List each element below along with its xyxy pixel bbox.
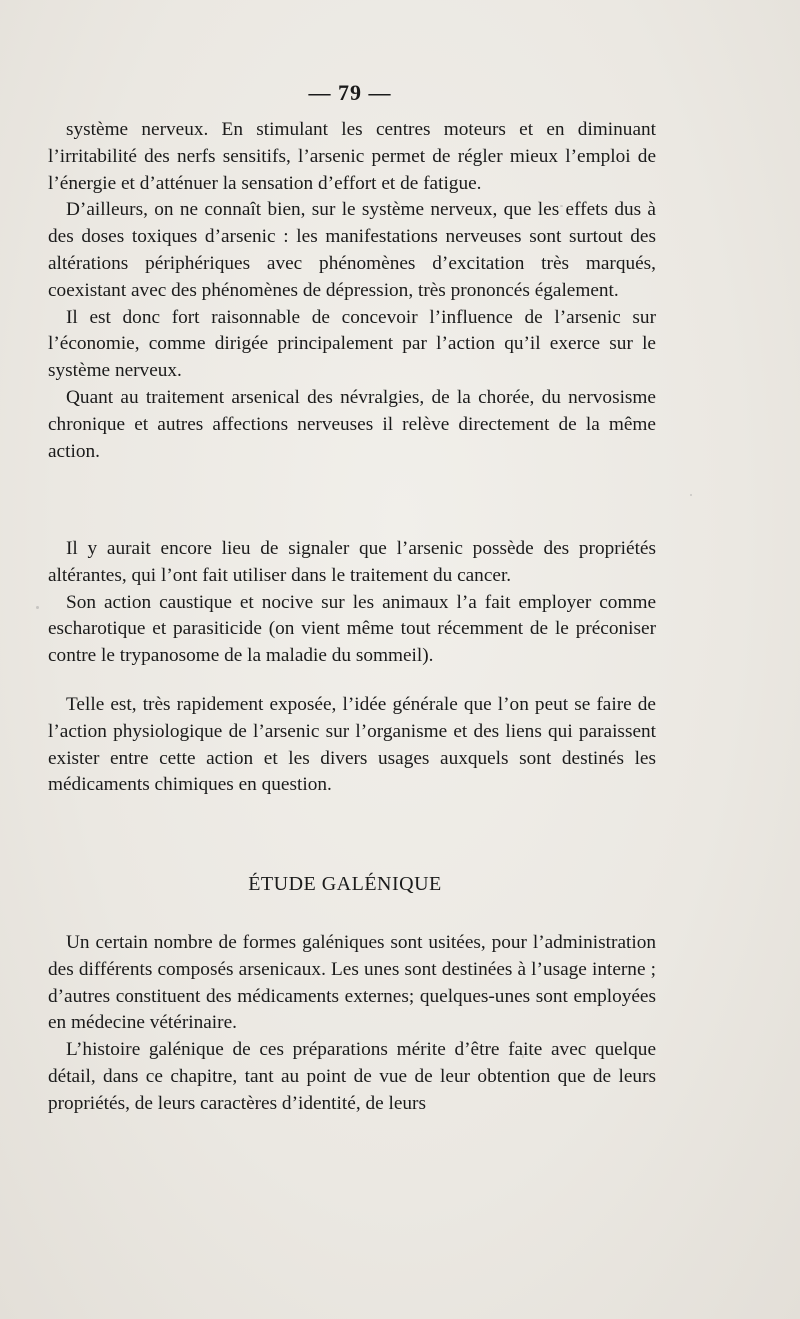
paper-speck <box>522 1055 524 1058</box>
text-block-other-uses <box>48 536 656 670</box>
text-block-summary <box>48 692 656 799</box>
paragraph: D’ailleurs, on ne connaît bien, sur le système nerveux, que les effets dus à des doses toxiques d’arsenic : les manifestations nerveuses sont surtout des altérations périphériques avec phénomènes d’excitation très marqués, coexistant avec des phénomènes de dépression, très prononcés également. <box>48 199 656 301</box>
paragraph: Son action caustique et nocive sur les animaux l’a fait employer comme escharotique et parasiticide (on vient même tout récemment de le préconiser contre le trypanosome de la maladie du sommeil). <box>48 591 656 667</box>
paragraph: Il y aurait encore lieu de signaler que l’arsenic possède des propriétés altérantes, qui l’ont fait utiliser dans le traitement du cancer. <box>48 538 656 586</box>
text-block-physiology <box>48 117 656 465</box>
section-heading: ÉTUDE GALÉNIQUE <box>248 873 442 895</box>
paper-speck <box>36 606 39 609</box>
paragraph: Il est donc fort raisonnable de concevoir l’influence de l’arsenic sur l’économie, comme dirigée principalement par l’action qu’il exerce sur le système nerveux. <box>48 306 656 382</box>
text-block-galenic-study <box>48 930 656 1118</box>
paragraph: Un certain nombre de formes galéniques sont usitées, pour l’administration des différents composés arsenicaux. Les unes sont destinées à l’usage interne ; d’autres constituent des médicaments externes; quelques-unes sont employées en médecine vétérinaire. <box>48 932 656 1034</box>
paragraph: Telle est, très rapidement exposée, l’idée générale que l’on peut se faire de l’action physiologique de l’arsenic sur l’organisme et des liens qui paraissent exister entre cette action et les divers usages auxquels sont destinés les médicaments chimiques en question. <box>48 694 656 796</box>
paper-speck <box>560 205 563 207</box>
paragraph: système nerveux. En stimulant les centres moteurs et en diminuant l’irritabilité des nerfs sensitifs, l’arsenic permet de régler mieux l’emploi de l’énergie et d’atténuer la sensation d’effort et de fatigue. <box>48 119 656 194</box>
paragraph: L’histoire galénique de ces préparations mérite d’être faite avec quelque détail, dans ce chapitre, tant au point de vue de leur obtention que de leurs propriétés, de leurs caractères d’identité, de leurs <box>48 1039 656 1114</box>
page-number: — 79 — <box>308 80 392 105</box>
paragraph: Quant au traitement arsenical des névralgies, de la chorée, du nervosisme chronique et autres affections nerveuses il relève directement de la même action. <box>48 386 656 462</box>
paper-speck <box>690 494 692 496</box>
